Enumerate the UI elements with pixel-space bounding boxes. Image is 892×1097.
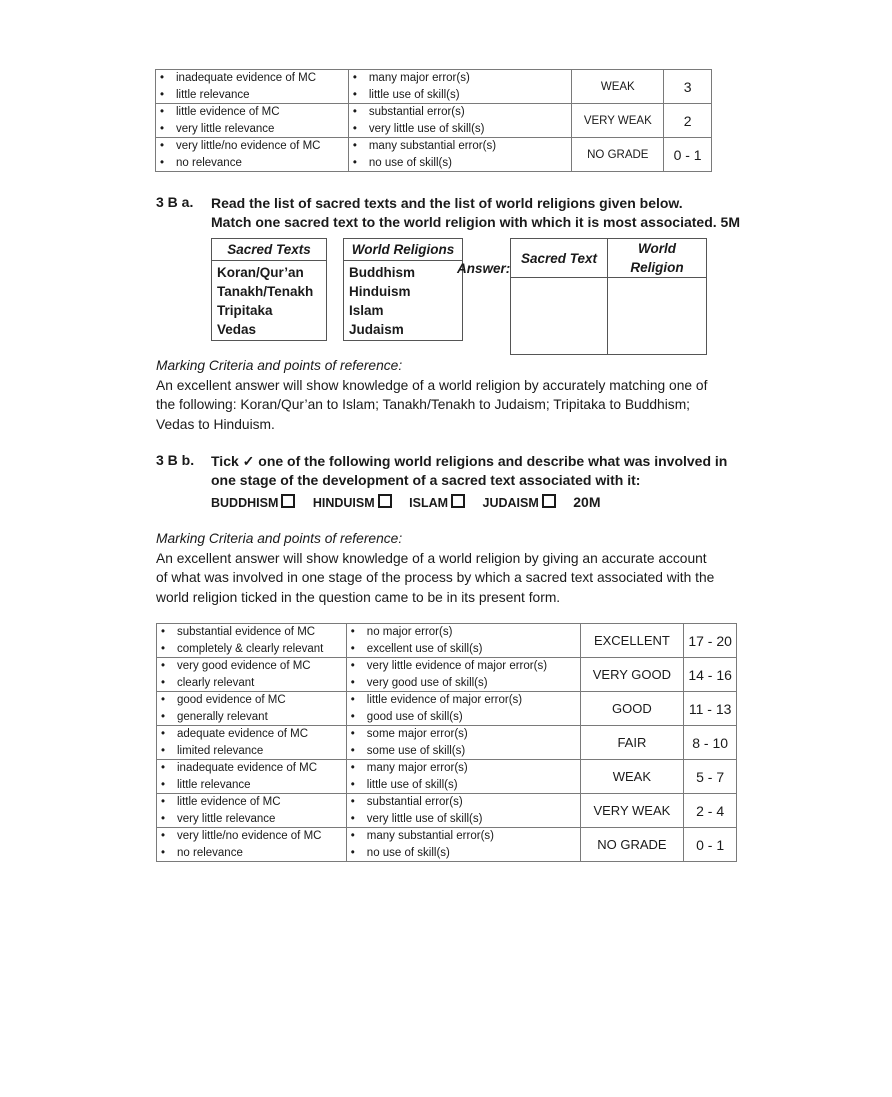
criteria-bullet: • very good evidence of MC (161, 658, 346, 675)
grade-label: GOOD (580, 692, 684, 726)
criteria-evidence-cell (157, 794, 347, 828)
grade-label: VERY GOOD (580, 658, 684, 692)
criteria-bullet: • little use of skill(s) (353, 87, 572, 104)
question-3bb-text (211, 452, 727, 513)
option-judaism-label: JUDAISM (482, 496, 539, 510)
criteria-bullet: • no major error(s) (351, 624, 580, 641)
top-grading-table (155, 69, 712, 172)
grading-row (157, 624, 737, 658)
grade-label: WEAK (572, 70, 664, 104)
marking-criteria-2 (156, 529, 756, 607)
criteria-bullet: • good use of skill(s) (351, 709, 580, 726)
criteria-bullet: • no relevance (160, 155, 348, 172)
option-islam-label: ISLAM (409, 496, 449, 510)
criteria-bullet: • no use of skill(s) (353, 155, 572, 172)
criteria-evidence-cell (156, 138, 349, 172)
score-range: 2 (664, 104, 712, 138)
criteria-evidence-cell (156, 70, 349, 104)
grade-label: WEAK (580, 760, 684, 794)
criteria-bullet: • many major error(s) (351, 760, 580, 777)
grade-label: VERY WEAK (572, 104, 664, 138)
score-range: 2 - 4 (684, 794, 737, 828)
grading-row (156, 104, 712, 138)
criteria-bullet: • limited relevance (161, 743, 346, 760)
question-3ba-line2: Match one sacred text to the world religion with which it is most associated. 5M (211, 214, 740, 230)
criteria-errors-cell (346, 828, 580, 862)
criteria-bullet: • little relevance (160, 87, 348, 104)
criteria-bullet: • inadequate evidence of MC (160, 70, 348, 87)
grading-row (157, 692, 737, 726)
criteria-errors-cell (346, 794, 580, 828)
criteria-bullet: • very little use of skill(s) (351, 811, 580, 828)
grading-row (157, 760, 737, 794)
criteria-errors-cell (348, 104, 572, 138)
religion-item: Judaism (349, 322, 404, 337)
question-3ba-text (211, 194, 740, 232)
criteria-bullet: • some use of skill(s) (351, 743, 580, 760)
marking-criteria-2-line: world religion ticked in the question came to be in its present form. (156, 589, 561, 605)
criteria-bullet: • many substantial error(s) (351, 828, 580, 845)
marking-criteria-1-line: An excellent answer will show knowledge of a world religion by accurately matching one of (156, 377, 708, 393)
criteria-bullet: • little evidence of major error(s) (351, 692, 580, 709)
criteria-errors-cell (348, 70, 572, 104)
option-buddhism-label: BUDDHISM (211, 496, 279, 510)
criteria-evidence-cell (157, 624, 347, 658)
criteria-errors-cell (346, 726, 580, 760)
criteria-errors-cell (346, 624, 580, 658)
marking-criteria-1-line: Vedas to Hinduism. (156, 416, 275, 432)
criteria-bullet: • many substantial error(s) (353, 138, 572, 155)
marking-criteria-1-line: the following: Koran/Qur’an to Islam; Tanakh/Tenakh to Judaism; Tripitaka to Buddhism; (156, 397, 691, 412)
criteria-bullet: • very little/no evidence of MC (161, 828, 346, 845)
option-judaism-checkbox[interactable] (542, 494, 556, 508)
criteria-bullet: • little relevance (161, 777, 346, 794)
option-islam-checkbox[interactable] (451, 494, 465, 508)
marking-criteria-1 (156, 356, 756, 434)
criteria-bullet: • substantial evidence of MC (161, 624, 346, 641)
criteria-evidence-cell (157, 828, 347, 862)
sacred-texts-list (212, 261, 327, 341)
score-range: 17 - 20 (684, 624, 737, 658)
score-range: 14 - 16 (684, 658, 737, 692)
marking-criteria-2-heading: Marking Criteria and points of reference: (156, 531, 403, 546)
criteria-bullet: • some major error(s) (351, 726, 580, 743)
criteria-errors-cell (348, 138, 572, 172)
criteria-evidence-cell (157, 692, 347, 726)
criteria-bullet: • very good use of skill(s) (351, 675, 580, 692)
criteria-bullet: • little use of skill(s) (351, 777, 580, 794)
criteria-bullet: • adequate evidence of MC (161, 726, 346, 743)
criteria-evidence-cell (157, 658, 347, 692)
score-range: 5 - 7 (684, 760, 737, 794)
option-buddhism-checkbox[interactable] (281, 494, 295, 508)
question-3bb-tick-word: Tick (211, 453, 239, 469)
grade-label: NO GRADE (580, 828, 684, 862)
sacred-text-item: Koran/Qur’an (217, 265, 304, 280)
question-3bb-marks: 20M (573, 494, 601, 510)
answer-sacred-text-field[interactable] (511, 278, 608, 355)
question-3ba-label: 3 B a. (156, 194, 194, 210)
score-range: 0 - 1 (664, 138, 712, 172)
answer-table (510, 238, 707, 355)
grading-row (157, 794, 737, 828)
criteria-bullet: • little evidence of MC (161, 794, 346, 811)
answer-world-religion-field[interactable] (608, 278, 707, 355)
option-hinduism-checkbox[interactable] (378, 494, 392, 508)
option-hinduism-label: HINDUISM (312, 496, 375, 510)
grading-row (157, 828, 737, 862)
criteria-errors-cell (346, 658, 580, 692)
question-3bb-label: 3 B b. (156, 452, 195, 468)
criteria-errors-cell (346, 692, 580, 726)
criteria-bullet: • very little relevance (161, 811, 346, 828)
grade-label: FAIR (580, 726, 684, 760)
religion-item: Islam (349, 303, 384, 318)
criteria-bullet: • little evidence of MC (160, 104, 348, 121)
score-range: 0 - 1 (684, 828, 737, 862)
score-range: 11 - 13 (684, 692, 737, 726)
criteria-bullet: • many major error(s) (353, 70, 572, 87)
criteria-evidence-cell (157, 726, 347, 760)
bottom-grading-table (156, 623, 737, 862)
grading-row (156, 138, 712, 172)
criteria-evidence-cell (156, 104, 349, 138)
criteria-bullet: • no relevance (161, 845, 346, 862)
criteria-evidence-cell (157, 760, 347, 794)
marking-criteria-1-heading: Marking Criteria and points of reference: (156, 358, 403, 373)
religion-item: Buddhism (349, 265, 415, 280)
sacred-texts-header: Sacred Texts (212, 239, 327, 261)
sacred-text-item: Tanakh/Tenakh (217, 284, 314, 299)
score-range: 8 - 10 (684, 726, 737, 760)
criteria-bullet: • completely & clearly relevant (161, 641, 346, 658)
answer-label: Answer: (457, 261, 511, 276)
criteria-errors-cell (346, 760, 580, 794)
criteria-bullet: • inadequate evidence of MC (161, 760, 346, 777)
criteria-bullet: • generally relevant (161, 709, 346, 726)
sacred-texts-table (211, 238, 463, 341)
marking-criteria-2-line: An excellent answer will show knowledge of a world religion by giving an accurate account (156, 550, 707, 566)
criteria-bullet: • substantial error(s) (353, 104, 572, 121)
answer-sacred-text-header: Sacred Text (511, 239, 608, 278)
grading-row (157, 726, 737, 760)
grading-row (156, 70, 712, 104)
question-3bb-line1: one of the following world religions and describe what was involved in (258, 453, 728, 469)
criteria-bullet: • good evidence of MC (161, 692, 346, 709)
question-3ba-line1: Read the list of sacred texts and the list of world religions given below. (211, 195, 683, 211)
criteria-bullet: • no use of skill(s) (351, 845, 580, 862)
criteria-bullet: • excellent use of skill(s) (351, 641, 580, 658)
marking-criteria-2-line: of what was involved in one stage of the process by which a sacred text associated with the (156, 570, 715, 585)
criteria-bullet: • substantial error(s) (351, 794, 580, 811)
criteria-bullet: • very little/no evidence of MC (160, 138, 348, 155)
grade-label: NO GRADE (572, 138, 664, 172)
criteria-bullet: • clearly relevant (161, 675, 346, 692)
grade-label: VERY WEAK (580, 794, 684, 828)
criteria-bullet: • very little use of skill(s) (353, 121, 572, 138)
criteria-bullet: • very little evidence of major error(s) (351, 658, 580, 675)
sacred-text-item: Tripitaka (217, 303, 273, 318)
tick-icon: ✓ (242, 453, 255, 469)
grading-row (157, 658, 737, 692)
answer-world-religion-header: World Religion (608, 239, 707, 278)
sacred-text-item: Vedas (217, 322, 257, 337)
religion-options (211, 493, 727, 513)
religion-item: Hinduism (349, 284, 411, 299)
grade-label: EXCELLENT (580, 624, 684, 658)
question-3bb-line2: one stage of the development of a sacred text associated with it: (211, 472, 641, 488)
criteria-bullet: • very little relevance (160, 121, 348, 138)
world-religions-list (344, 261, 463, 341)
world-religions-header: World Religions (344, 239, 463, 261)
score-range: 3 (664, 70, 712, 104)
